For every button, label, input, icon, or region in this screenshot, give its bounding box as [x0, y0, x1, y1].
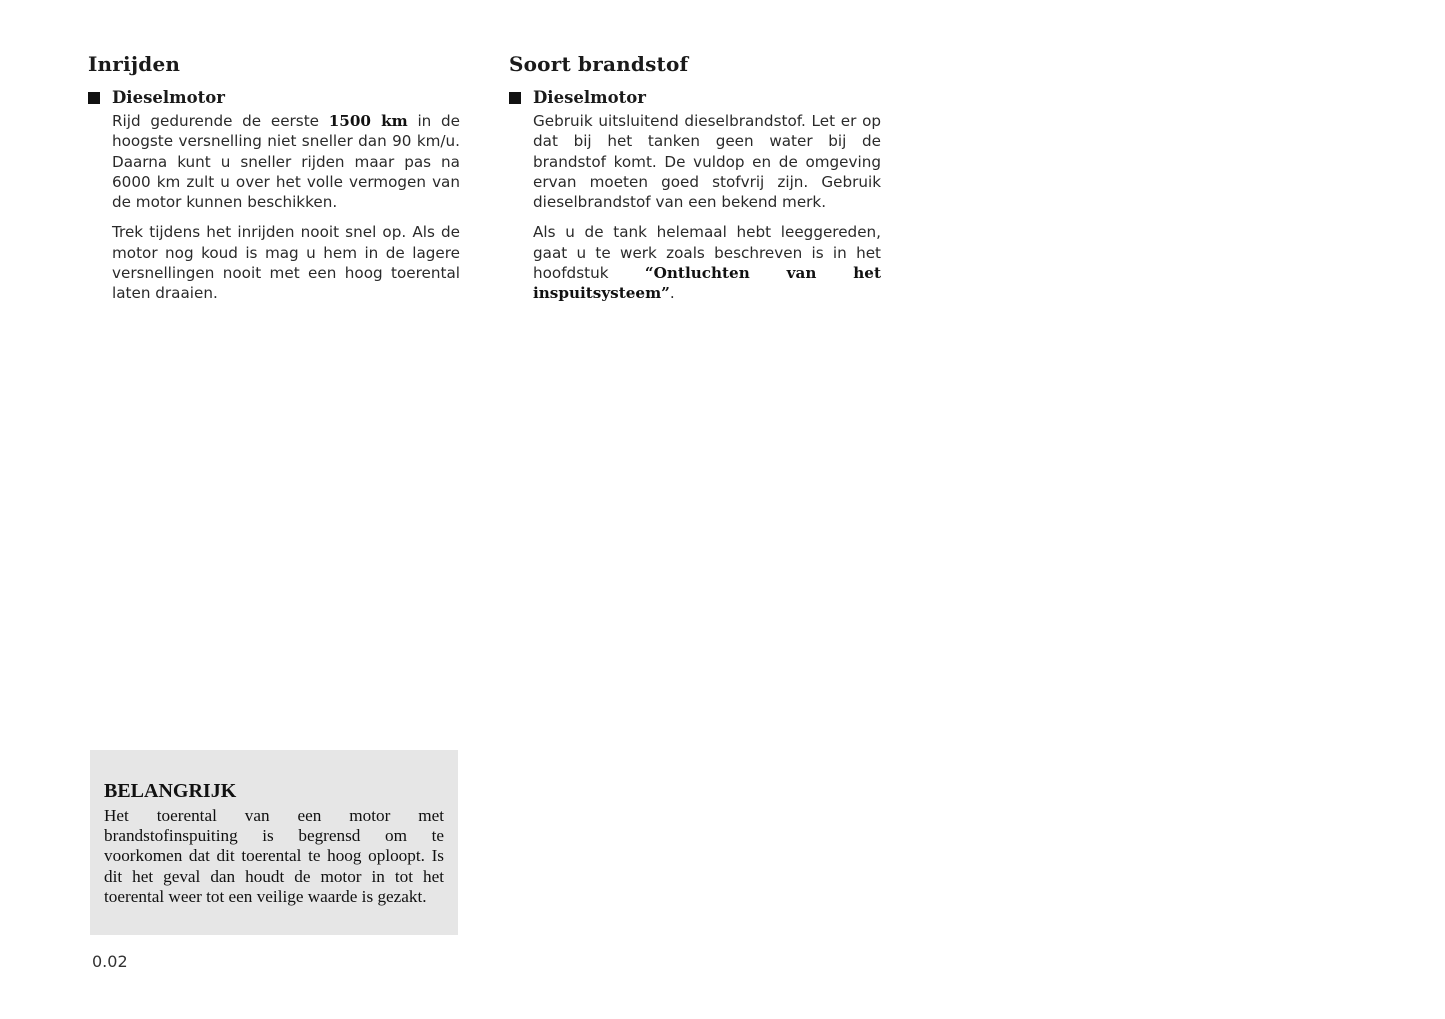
subheading-label: Dieselmotor: [112, 88, 225, 107]
paragraph-break-in-speed: [112, 111, 460, 212]
chapter-reference: “Ontluchten van het inspuitsysteem”: [533, 264, 881, 303]
left-column: [88, 52, 460, 314]
right-column: [509, 52, 881, 314]
subheading-dieselmotor: [509, 88, 881, 107]
text-segment: Als u de tank helemaal hebt leeggereden, gaat u te werk zoals beschreven is in het hoofdstuk: [533, 223, 881, 283]
page-number: 0.02: [92, 952, 128, 971]
notice-text: Het toerental van een motor met brandstofinspuiting is begrensd om te voorkomen dat dit toerental te hoog oploopt. Is dit het geval dan houdt de motor in tot het toerental weer tot een veilige waarde is gezakt.: [104, 806, 444, 906]
subheading-label: Dieselmotor: [533, 88, 646, 107]
paragraph-fuel-type: Gebruik uitsluitend dieselbrandstof. Let er op dat bij het tanken geen water bij de brandstof komt. De vuldop en de omgeving ervan moeten goed stofvrij zijn. Gebruik dieselbrandstof van een bekend merk.: [533, 112, 881, 212]
text-segment: Rijd gedurende de eerste: [112, 112, 329, 130]
subheading-dieselmotor: [88, 88, 460, 107]
section-title-soort-brandstof: Soort brandstof: [509, 52, 689, 76]
paragraph-empty-tank: [533, 222, 881, 303]
paragraph-break-in-advice: Trek tijdens het inrijden nooit snel op. Als de motor nog koud is mag u hem in de lagere versnellingen nooit met een hoog toerental laten draaien.: [112, 223, 460, 303]
square-bullet-icon: [509, 92, 521, 104]
text-segment: in de hoogste versnelling niet sneller dan 90 km/u. Daarna kunt u sneller rijden maar pas na 6000 km zult u over het volle vermogen van de motor kunnen beschikken.: [112, 112, 460, 212]
text-segment: .: [669, 284, 675, 303]
highlight-distance: 1500 km: [328, 112, 408, 130]
section-title-inrijden: Inrijden: [88, 52, 181, 76]
square-bullet-icon: [88, 92, 100, 104]
important-notice-box: [90, 750, 458, 935]
notice-title: BELANGRIJK: [104, 780, 237, 802]
